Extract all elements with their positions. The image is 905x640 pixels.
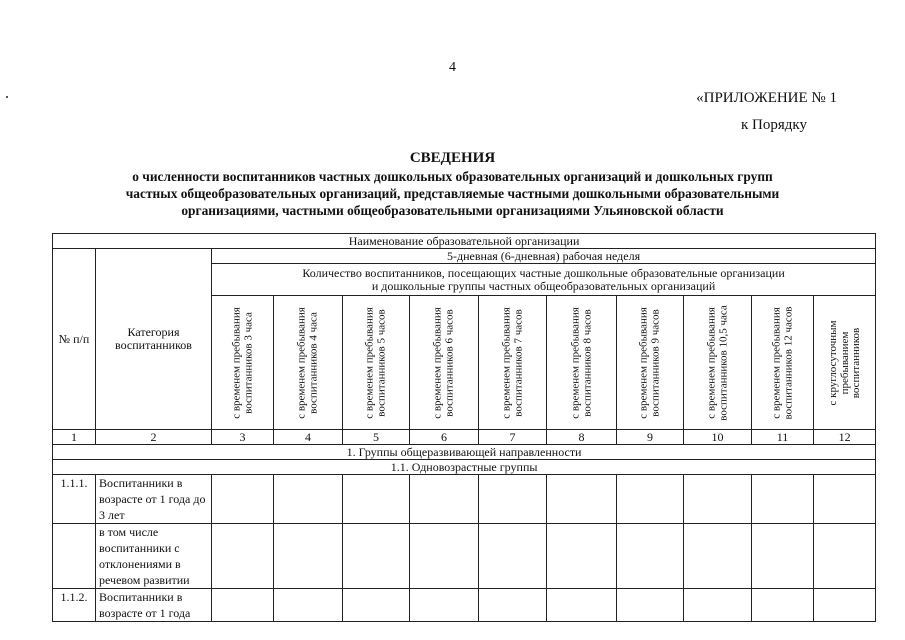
column-number: 2 [96,430,212,445]
data-cell[interactable] [617,524,684,589]
col-num-header: № п/п [53,249,96,430]
week-header: 5-дневная (6-дневная) рабочая неделя [212,249,876,264]
data-cell[interactable] [684,475,752,524]
page-number: 4 [449,60,456,75]
column-number: 12 [814,430,876,445]
column-number: 5 [343,430,410,445]
column-number: 4 [274,430,343,445]
data-cell[interactable] [752,524,814,589]
duration-col-header [684,296,752,430]
data-cell[interactable] [343,524,410,589]
duration-col-header [343,296,410,430]
row-category: Воспитанники в возрасте от 1 года до 3 лет [96,475,212,524]
data-cell[interactable] [547,589,617,622]
data-cell[interactable] [814,475,876,524]
data-cell[interactable] [479,589,547,622]
data-cell[interactable] [343,475,410,524]
data-cell[interactable] [212,524,274,589]
duration-col-header [814,296,876,430]
row-number [53,524,96,589]
statistics-table [52,233,876,622]
column-number: 8 [547,430,617,445]
data-cell[interactable] [212,589,274,622]
data-cell[interactable] [752,589,814,622]
table-row [53,475,876,524]
duration-col-label: с временем пребывания воспитанников 12 часов [770,306,794,420]
data-cell[interactable] [617,475,684,524]
duration-col-header [410,296,479,430]
row-category: в том числе воспитанники с отклонениями в речевом развитии [96,524,212,589]
row-number: 1.1.2. [53,589,96,622]
data-cell[interactable] [814,589,876,622]
duration-col-label: с временем пребывания воспитанников 9 часов [637,306,661,419]
data-cell[interactable] [684,524,752,589]
col-category-header: Категория воспитанников [96,249,212,430]
duration-col-label: с временем пребывания воспитанников 3 часа [230,306,254,419]
scan-speck [6,96,8,98]
duration-col-label: с временем пребывания воспитанников 6 часов [431,306,455,419]
column-number: 9 [617,430,684,445]
data-cell[interactable] [752,475,814,524]
column-number: 7 [479,430,547,445]
count-header [212,264,876,296]
column-number: 6 [410,430,479,445]
org-name-header: Наименование образовательной организации [53,234,876,249]
data-cell[interactable] [274,589,343,622]
duration-col-label: с временем пребывания воспитанников 10,5 часа [705,304,729,421]
column-number: 3 [212,430,274,445]
data-cell[interactable] [684,589,752,622]
data-cell[interactable] [274,524,343,589]
document-title: СВЕДЕНИЯ [409,150,496,166]
count-header-line: Количество воспитанников, посещающих частные дошкольные образовательные организации [302,265,785,280]
duration-col-label: с временем пребывания воспитанников 8 часов [569,306,593,419]
column-number-row [53,430,876,445]
data-cell[interactable] [814,524,876,589]
subtitle-line: организациями, частными общеобразовательными организациями Ульяновской области [181,203,724,218]
duration-col-label: с круглосуточным пребыванием воспитанников [826,320,862,405]
data-cell[interactable] [547,475,617,524]
section-header: 1. Группы общеразвивающей направленности [53,445,876,460]
duration-col-label: с временем пребывания воспитанников 5 часов [363,306,387,419]
duration-col-label: с временем пребывания воспитанников 7 часов [500,306,524,419]
duration-col-header [274,296,343,430]
column-number: 1 [53,430,96,445]
data-cell[interactable] [343,589,410,622]
subsection-header: 1.1. Одновозрастные группы [53,460,876,475]
data-cell[interactable] [479,475,547,524]
data-cell[interactable] [410,589,479,622]
row-number: 1.1.1. [53,475,96,524]
table-row [53,524,876,589]
data-cell[interactable] [274,475,343,524]
duration-col-header [212,296,274,430]
duration-col-header [752,296,814,430]
duration-col-header [617,296,684,430]
duration-col-header [479,296,547,430]
column-number: 10 [684,430,752,445]
data-cell[interactable] [410,524,479,589]
data-cell[interactable] [212,475,274,524]
data-cell[interactable] [547,524,617,589]
document-subtitle [60,168,845,219]
row-category: Воспитанники в возрасте от 1 года [96,589,212,622]
duration-col-header [547,296,617,430]
duration-col-label: с временем пребывания воспитанников 4 часа [295,306,319,419]
subtitle-line: о численности воспитанников частных дошкольных образовательных организаций и дошкольных групп [132,169,773,184]
appendix-order-label: к Порядку [741,117,807,133]
subtitle-line: частных общеобразовательных организаций, представляемые частными дошкольными образовательными [125,186,780,201]
table-row [53,589,876,622]
count-header-line: и дошкольные группы частных общеобразовательных организаций [371,278,716,293]
data-cell[interactable] [617,589,684,622]
appendix-label: «ПРИЛОЖЕНИЕ № 1 [696,90,837,106]
data-cell[interactable] [410,475,479,524]
data-cell[interactable] [479,524,547,589]
column-number: 11 [752,430,814,445]
